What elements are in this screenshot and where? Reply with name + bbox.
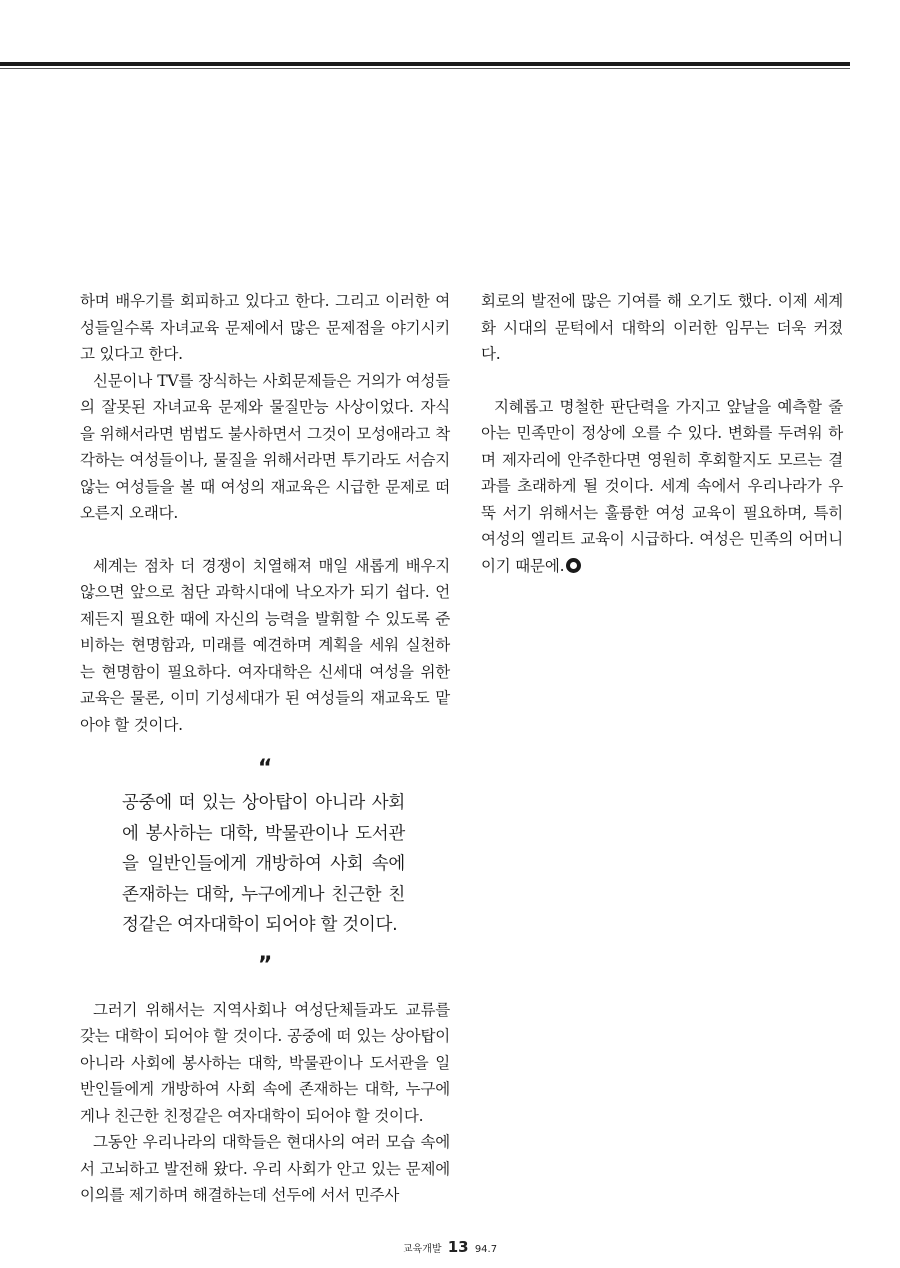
left-paragraph-4: 그러기 위해서는 지역사회나 여성단체들과도 교류를 갖는 대학이 되어야 할 것이다. 공중에 떠 있는 상아탑이 아니라 사회에 봉사하는 대학, 박물관이나 도서관을 일반인들에게 개방하여 사회 속에 존재하는 대학, 누구에게나 친근한 친정같은 여자대학이 되어야 할 것이다. [80, 1000, 450, 1125]
left-column [80, 288, 450, 1209]
page-footer [0, 1238, 900, 1256]
quote-open-mark: “ [257, 756, 273, 781]
left-paragraph-3: 세계는 점차 더 경쟁이 치열해져 매일 새롭게 배우지 않으면 앞으로 첨단 과학시대에 낙오자가 되기 쉽다. 언제든지 필요한 때에 자신의 능력을 발휘할 수 있도록 준비하는 현명함과, 미래를 예견하며 계획을 세워 실천하는 현명함이 필요하다. 여자대학은 신세대 여성을 위한 교육은 물론, 이미 기성세대가 된 여성들의 재교육도 맡아야 할 것이다. [80, 556, 450, 734]
quote-close-mark: ” [257, 952, 273, 978]
right-paragraph-1: 회로의 발전에 많은 기여를 해 오기도 했다. 이제 세계화 시대의 문턱에서 대학의 이러한 임무는 더욱 커졌다. [481, 292, 843, 363]
header-rule-thick [0, 62, 850, 66]
end-of-article-icon [566, 558, 581, 573]
left-paragraph-5: 그동안 우리나라의 대학들은 현대사의 여러 모습 속에서 고뇌하고 발전해 왔다. 우리 사회가 안고 있는 문제에 이의를 제기하며 해결하는데 선두에 서서 민주사 [80, 1133, 450, 1204]
right-paragraph-2 [481, 394, 843, 580]
footer-page-number: 13 [447, 1238, 469, 1256]
footer-magazine-name: 교육개발 [402, 1244, 442, 1255]
pull-quote: 공중에 떠 있는 상아탑이 아니라 사회에 봉사하는 대학, 박물관이나 도서관을 일반인들에게 개방하여 사회 속에 존재하는 대학, 누구에게나 친근한 친정같은 여자대학이 되어야 할 것이다. [122, 793, 405, 935]
right-column [481, 288, 843, 579]
right-paragraph-2-text: 지혜롭고 명철한 판단력을 가지고 앞날을 예측할 줄 아는 민족만이 정상에 오를 수 있다. 변화를 두려워 하며 제자리에 안주한다면 영원히 후회할지도 모르는 결과를 초래하게 될 것이다. 세계 속에서 우리나라가 우뚝 서기 위해서는 훌륭한 여성 교육이 필요하며, 특히 여성의 엘리트 교육이 시급하다. 여성은 민족의 어머니이기 때문에. [481, 397, 843, 575]
left-paragraph-2: 신문이나 TV를 장식하는 사회문제들은 거의가 여성들의 잘못된 자녀교육 문제와 물질만능 사상이었다. 자식을 위해서라면 범법도 불사하면서 그것이 모성애라고 착각하는 여성들이나, 물질을 위해서라면 투기라도 서슴지 않는 여성들을 볼 때 여성의 재교육은 시급한 문제로 떠오른지 오래다. [80, 371, 450, 522]
footer-issue: 94.7 [474, 1244, 498, 1255]
header-rule-thin [0, 68, 850, 69]
left-paragraph-1: 하며 배우기를 회피하고 있다고 한다. 그리고 이러한 여성들일수록 자녀교육 문제에서 많은 문제점을 야기시키고 있다고 한다. [80, 292, 450, 363]
